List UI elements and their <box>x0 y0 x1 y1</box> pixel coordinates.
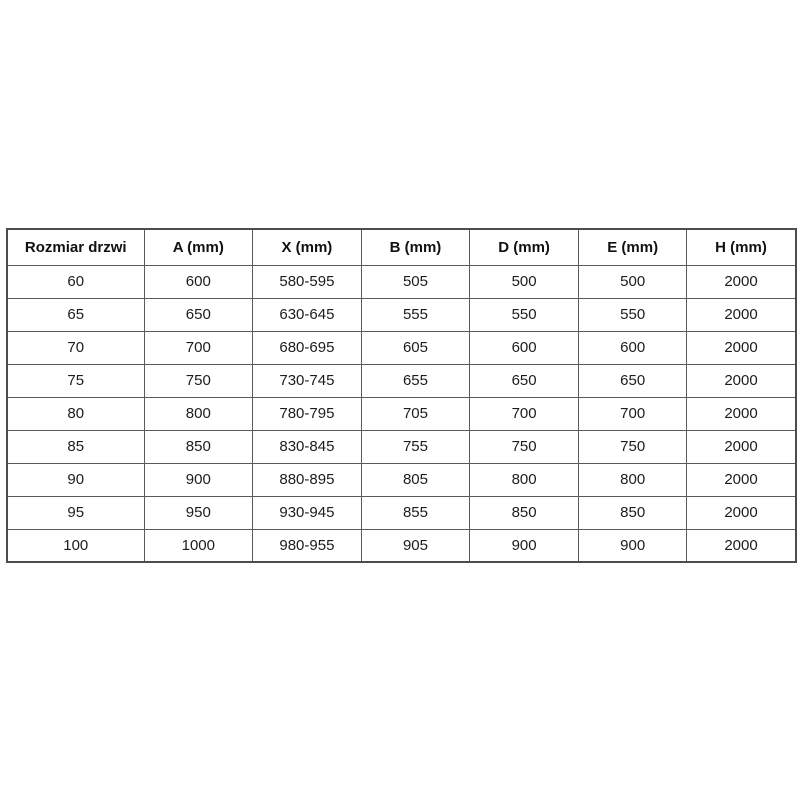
column-header-rozmiar-drzwi: Rozmiar drzwi <box>7 229 144 265</box>
column-header-a-mm: A (mm) <box>144 229 253 265</box>
table-cell: 2000 <box>687 430 796 463</box>
table-cell: 630-645 <box>253 298 362 331</box>
table-body <box>7 265 796 562</box>
table-row <box>7 463 796 496</box>
table-cell: 2000 <box>687 397 796 430</box>
table-cell: 100 <box>7 529 144 562</box>
table-row <box>7 331 796 364</box>
table-cell: 900 <box>578 529 687 562</box>
door-size-table <box>6 228 797 563</box>
table-cell: 655 <box>361 364 470 397</box>
table-cell: 700 <box>578 397 687 430</box>
table-cell: 2000 <box>687 331 796 364</box>
table-cell: 80 <box>7 397 144 430</box>
table-cell: 855 <box>361 496 470 529</box>
table-cell: 680-695 <box>253 331 362 364</box>
table-cell: 800 <box>470 463 579 496</box>
table-cell: 2000 <box>687 364 796 397</box>
table-cell: 550 <box>578 298 687 331</box>
table-row <box>7 529 796 562</box>
table-cell: 750 <box>578 430 687 463</box>
table-cell: 600 <box>144 265 253 298</box>
table-cell: 75 <box>7 364 144 397</box>
table-cell: 930-945 <box>253 496 362 529</box>
column-header-b-mm: B (mm) <box>361 229 470 265</box>
table-cell: 2000 <box>687 496 796 529</box>
table-cell: 700 <box>470 397 579 430</box>
table-cell: 700 <box>144 331 253 364</box>
table-cell: 85 <box>7 430 144 463</box>
table-cell: 850 <box>470 496 579 529</box>
table-cell: 2000 <box>687 265 796 298</box>
table-cell: 900 <box>144 463 253 496</box>
table-cell: 2000 <box>687 529 796 562</box>
table-cell: 65 <box>7 298 144 331</box>
table-cell: 800 <box>578 463 687 496</box>
column-header-x-mm: X (mm) <box>253 229 362 265</box>
table-cell: 850 <box>144 430 253 463</box>
table-cell: 555 <box>361 298 470 331</box>
table-cell: 730-745 <box>253 364 362 397</box>
table-cell: 2000 <box>687 298 796 331</box>
column-header-e-mm: E (mm) <box>578 229 687 265</box>
table-cell: 780-795 <box>253 397 362 430</box>
table-cell: 70 <box>7 331 144 364</box>
table-cell: 900 <box>470 529 579 562</box>
table-row <box>7 496 796 529</box>
table-cell: 500 <box>578 265 687 298</box>
table-cell: 505 <box>361 265 470 298</box>
table-cell: 550 <box>470 298 579 331</box>
table-cell: 650 <box>470 364 579 397</box>
table-row <box>7 397 796 430</box>
table-cell: 980-955 <box>253 529 362 562</box>
table-row <box>7 430 796 463</box>
table-cell: 600 <box>578 331 687 364</box>
table-cell: 650 <box>578 364 687 397</box>
table-cell: 580-595 <box>253 265 362 298</box>
table-cell: 750 <box>144 364 253 397</box>
column-header-d-mm: D (mm) <box>470 229 579 265</box>
table-cell: 830-845 <box>253 430 362 463</box>
table-cell: 2000 <box>687 463 796 496</box>
table-cell: 605 <box>361 331 470 364</box>
table-cell: 95 <box>7 496 144 529</box>
table-row <box>7 298 796 331</box>
table-cell: 880-895 <box>253 463 362 496</box>
table-cell: 905 <box>361 529 470 562</box>
column-header-h-mm: H (mm) <box>687 229 796 265</box>
table-cell: 755 <box>361 430 470 463</box>
table-cell: 600 <box>470 331 579 364</box>
table-cell: 1000 <box>144 529 253 562</box>
table-cell: 90 <box>7 463 144 496</box>
table-cell: 950 <box>144 496 253 529</box>
table-cell: 500 <box>470 265 579 298</box>
door-size-table-container <box>6 228 795 563</box>
table-row <box>7 265 796 298</box>
table-cell: 850 <box>578 496 687 529</box>
table-cell: 805 <box>361 463 470 496</box>
table-cell: 750 <box>470 430 579 463</box>
table-cell: 60 <box>7 265 144 298</box>
header-row <box>7 229 796 265</box>
table-cell: 650 <box>144 298 253 331</box>
table-row <box>7 364 796 397</box>
table-cell: 705 <box>361 397 470 430</box>
table-cell: 800 <box>144 397 253 430</box>
